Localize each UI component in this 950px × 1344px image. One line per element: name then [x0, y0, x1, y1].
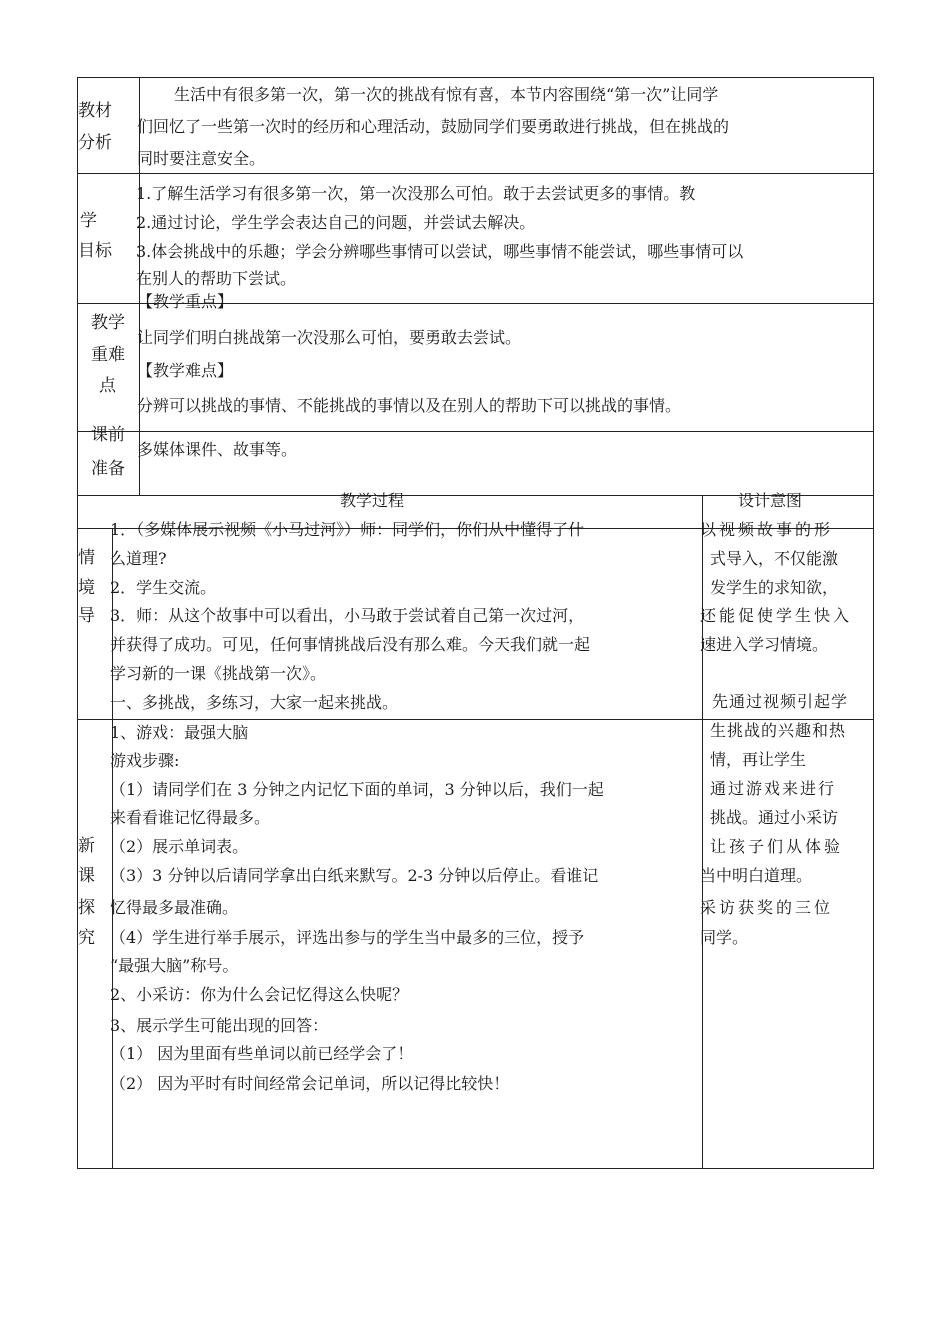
section2-label-3: 探 [78, 898, 95, 918]
section2-intent-2: 生挑战的兴趣和热 [710, 721, 847, 740]
divider-row3 [77, 431, 874, 432]
row-label-zhongnan-2: 重难 [91, 345, 125, 365]
section1-line-7: 一、多挑战，多练习，大家一起来挑战。 [110, 693, 399, 712]
jiaocai-text-2: 们回忆了一些第一次时的经历和心理活动，鼓励同学们要勇敢进行挑战，但在挑战的 [137, 117, 730, 136]
section2-line-5: （2）展示单词表。 [110, 837, 249, 856]
section1-line-2: 么道理? [110, 549, 167, 568]
process-header-right: 设计意图 [738, 491, 803, 510]
row-label-mubiao-1: 学 [80, 211, 97, 231]
section2-intent-4: 通过游戏来进行 [710, 779, 837, 798]
mubiao-text-1: 1.了解生活学习有很多第一次，第一次没那么可怕。敢于去尝试更多的事情。教 [136, 184, 696, 203]
divider-row1 [77, 173, 874, 174]
zhongnan-heading-1: 【教学重点】 [137, 292, 234, 311]
section2-intent-7: 当中明白道理。 [700, 866, 813, 885]
section2-line-1: 1、游戏：最强大脑 [110, 723, 249, 742]
section2-line-11: 3、展示学生可能出现的回答： [110, 1016, 329, 1035]
process-header-left: 教学过程 [340, 491, 405, 510]
section2-line-13: （2） 因为平时有时间经常会记单词，所以记得比较快！ [110, 1074, 510, 1093]
section1-line-4: 3．师：从这个故事中可以看出，小马敢于尝试着自己第一次过河， [110, 606, 585, 625]
section2-intent-8: 采访获奖的三位 [700, 898, 834, 917]
row-label-zhongnan-1: 教学 [91, 313, 125, 333]
section2-intent-3: 情，再让学生 [710, 750, 807, 769]
section1-label-1: 情 [78, 548, 95, 568]
mubiao-text-2: 2.通过讨论，学生学会表达自己的问题，并尝试去解决。 [136, 213, 536, 232]
section2-label-2: 课 [78, 866, 95, 886]
section2-label-4: 究 [78, 928, 95, 948]
section2-intent-9: 同学。 [700, 928, 749, 947]
border-right-top [873, 77, 874, 495]
border-right-process [873, 495, 874, 1169]
section2-line-8: （4）学生进行举手展示，评选出参与的学生当中最多的三位，授予 [110, 928, 585, 947]
section1-label-3: 导 [78, 606, 95, 626]
section1-line-6: 学习新的一课《挑战第一次》。 [110, 664, 327, 683]
section2-intent-5: 挑战。通过小采访 [710, 808, 839, 827]
section1-label-2: 境 [78, 578, 95, 598]
zhongnan-text-2: 分辨可以挑战的事情、不能挑战的事情以及在别人的帮助下可以挑战的事情。 [137, 396, 682, 415]
row-label-zhunbei-2: 准备 [91, 459, 125, 479]
zhongnan-text-1: 让同学们明白挑战第一次没那么可怕，要勇敢去尝试。 [137, 328, 522, 347]
section1-intent-2: 式导入，不仅能激 [710, 549, 839, 568]
section1-line-5: 并获得了成功。可见，任何事情挑战后没有那么难。今天我们就一起 [110, 635, 591, 654]
jiaocai-text-1: 生活中有很多第一次，第一次的挑战有惊有喜，本节内容围绕“第一次”让同学 [174, 85, 719, 104]
section1-intent-4: 还能促使学生快入 [700, 606, 853, 625]
jiaocai-text-3: 同时要注意安全。 [137, 149, 266, 168]
mubiao-text-3: 3.体会挑战中的乐趣；学会分辨哪些事情可以尝试，哪些事情不能尝试，哪些事情可以 [136, 242, 744, 261]
row-label-jiaocai-1: 教材 [78, 101, 112, 121]
section2-line-3: （1）请同学们在 3 分钟之内记忆下面的单词，3 分钟以后，我们一起 [110, 780, 604, 799]
section2-line-10: 2、小采访：你为什么会记忆得这么快呢？ [110, 985, 409, 1004]
border-top [77, 77, 874, 78]
mubiao-text-4: 在别人的帮助下尝试。 [136, 269, 297, 288]
row-label-zhunbei-1: 课前 [91, 425, 125, 445]
section2-line-4: 来看看谁记忆得最多。 [110, 808, 271, 827]
section2-line-12: （1） 因为里面有些单词以前已经学会了！ [110, 1044, 414, 1063]
section1-intent-3: 发学生的求知欲， [710, 578, 839, 597]
section2-line-9: “最强大脑”称号。 [110, 956, 239, 975]
process-intent-divider [702, 495, 703, 1169]
section2-line-7: 忆得最多最准确。 [110, 898, 239, 917]
section2-intent-1: 先通过视频引起学 [712, 692, 849, 711]
row-label-mubiao-2: 目标 [78, 241, 112, 261]
section2-label-1: 新 [78, 836, 95, 856]
section1-line-1: 1．（多媒体展示视频《小马过河》）师：同学们，你们从中懂得了什 [110, 520, 585, 539]
section1-intent-5: 速进入学习情境。 [700, 635, 829, 654]
row-label-zhongnan-3: 点 [99, 376, 116, 396]
row-label-jiaocai-2: 分析 [78, 133, 112, 153]
section1-line-3: 2．学生交流。 [110, 578, 217, 597]
section2-intent-6: 让孩子们从体验 [710, 837, 844, 856]
section1-intent-1: 以视频故事的形 [700, 520, 834, 539]
zhongnan-heading-2: 【教学难点】 [137, 361, 234, 380]
section2-line-6: （3）3 分钟以后请同学拿出白纸来默写。2-3 分钟以后停止。看谁记 [110, 866, 599, 885]
process-section-divider [77, 719, 874, 720]
border-bottom [77, 1168, 874, 1169]
section2-line-2: 游戏步骤: [110, 751, 180, 770]
zhunbei-text: 多媒体课件、故事等。 [137, 440, 298, 459]
